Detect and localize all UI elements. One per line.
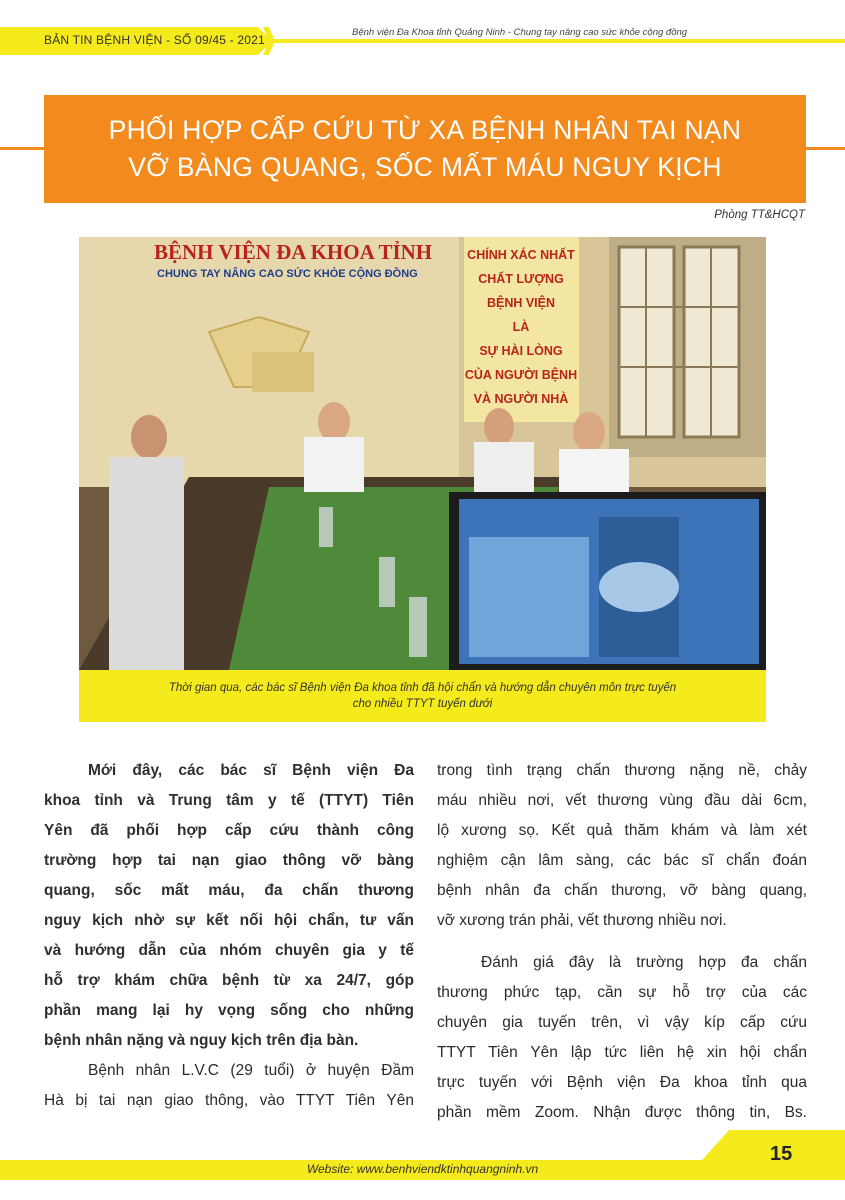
lead-line: nguy kịch nhờ sự kết nối hội chẩn, tư vấn <box>44 912 414 929</box>
body-line: nghiệm cận lâm sàng, các bác sĩ chẩn đoán <box>437 852 807 869</box>
article-photo <box>79 237 766 670</box>
lead-line: phần mang lại hy vọng sống cho những <box>44 1002 414 1019</box>
body-line: TTYT Tiên Yên lập tức liên hệ xin hội chẩn <box>437 1044 807 1061</box>
body-line: chuyên gia tuyến trên, vì vậy kíp cấp cứu <box>437 1014 807 1031</box>
page-number: 15 <box>770 1143 793 1165</box>
sign-subtitle: CHUNG TAY NÂNG CAO SỨC KHỎE CỘNG ĐỒNG <box>157 268 418 280</box>
lead-line: trường hợp tai nạn giao thông vỡ bàng <box>44 852 414 869</box>
body-right-column <box>437 756 807 1128</box>
paragraph-gap <box>437 936 807 948</box>
body-line: Đánh giá đây là trường hợp đa chấn <box>481 954 807 971</box>
caption-line: cho nhiều TTYT tuyến dưới <box>352 698 493 710</box>
lead-line: hỗ trợ khám chữa bệnh từ xa 24/7, góp <box>44 972 414 989</box>
body-line: lộ xương sọ. Kết quả thăm khám và làm xét <box>437 822 807 839</box>
title-line: PHỐI HỢP CẤP CỨU TỪ XA BỆNH NHÂN TAI NẠN <box>108 115 742 145</box>
lead-line: khoa tỉnh và Trung tâm y tế (TTYT) Tiên <box>44 792 414 809</box>
body-line: trực tuyến với Bệnh viện Đa khoa tỉnh qua <box>437 1074 807 1091</box>
lead-line: và hướng dẫn của nhóm chuyên gia y tế <box>44 942 414 959</box>
caption-line: Thời gian qua, các bác sĩ Bệnh viện Đa khoa tỉnh đã hội chẩn và hướng dẫn chuyên môn trực tuyến <box>168 682 677 694</box>
header-rule <box>270 39 845 43</box>
banner-line: CHẤT LƯỢNG <box>478 272 564 286</box>
title-line: VỠ BÀNG QUANG, SỐC MẤT MÁU NGUY KỊCH <box>128 152 722 182</box>
banner-line: CHÍNH XÁC NHẤT <box>467 248 575 262</box>
article-author: Phòng TT&HCQT <box>714 209 805 221</box>
hospital-slogan: Bệnh viện Đa Khoa tỉnh Quảng Ninh - Chung tay nâng cao sức khỏe cộng đồng <box>352 27 688 38</box>
banner-line: CỦA NGƯỜI BỆNH <box>464 368 578 382</box>
footer-website[interactable]: Website: www.benhviendktinhquangninh.vn <box>306 1162 539 1176</box>
banner-line: SỰ HÀI LÒNG <box>479 344 563 358</box>
body-line: thương phức tạp, cần sự hỗ trợ của các <box>437 984 807 1001</box>
article-title <box>44 95 806 203</box>
body-line: bệnh nhân đa chấn thương, vỡ bàng quang, <box>437 882 807 899</box>
lead-line: Yên đã phối hợp cấp cứu thành công <box>44 822 414 839</box>
body-left-column <box>44 756 414 1116</box>
lead-line: quang, sốc mất máu, đa chấn thương <box>44 882 414 899</box>
sign-title: BỆNH VIỆN ĐA KHOA TỈNH <box>154 240 433 264</box>
meeting-photo-illustration <box>79 237 766 670</box>
body-line: máu nhiều nơi, vết thương vùng đầu dài 6cm, <box>437 792 807 809</box>
body-line: trong tình trạng chấn thương nặng nề, chảy <box>437 762 807 779</box>
bulletin-issue: BẢN TIN BỆNH VIỆN - SỐ 09/45 - 2021 <box>44 33 265 47</box>
body-line: Bệnh nhân L.V.C (29 tuổi) ở huyện Đầm <box>88 1062 414 1079</box>
banner-line: LÀ <box>512 320 530 334</box>
body-line: phần mềm Zoom. Nhận được thông tin, Bs. <box>437 1104 807 1121</box>
banner-line: VÀ NGƯỜI NHÀ <box>473 392 569 406</box>
lead-line: bệnh nhân nặng và nguy kịch trên địa bàn. <box>44 1032 359 1049</box>
banner-line: BỆNH VIỆN <box>486 296 556 310</box>
lead-line: Mới đây, các bác sĩ Bệnh viện Đa <box>88 762 414 779</box>
photo-caption <box>79 670 766 722</box>
body-line: vỡ xương trán phải, vết thương nhiều nơi. <box>437 912 727 929</box>
body-line: Hà bị tai nạn giao thông, vào TTYT Tiên Yên <box>44 1092 414 1109</box>
